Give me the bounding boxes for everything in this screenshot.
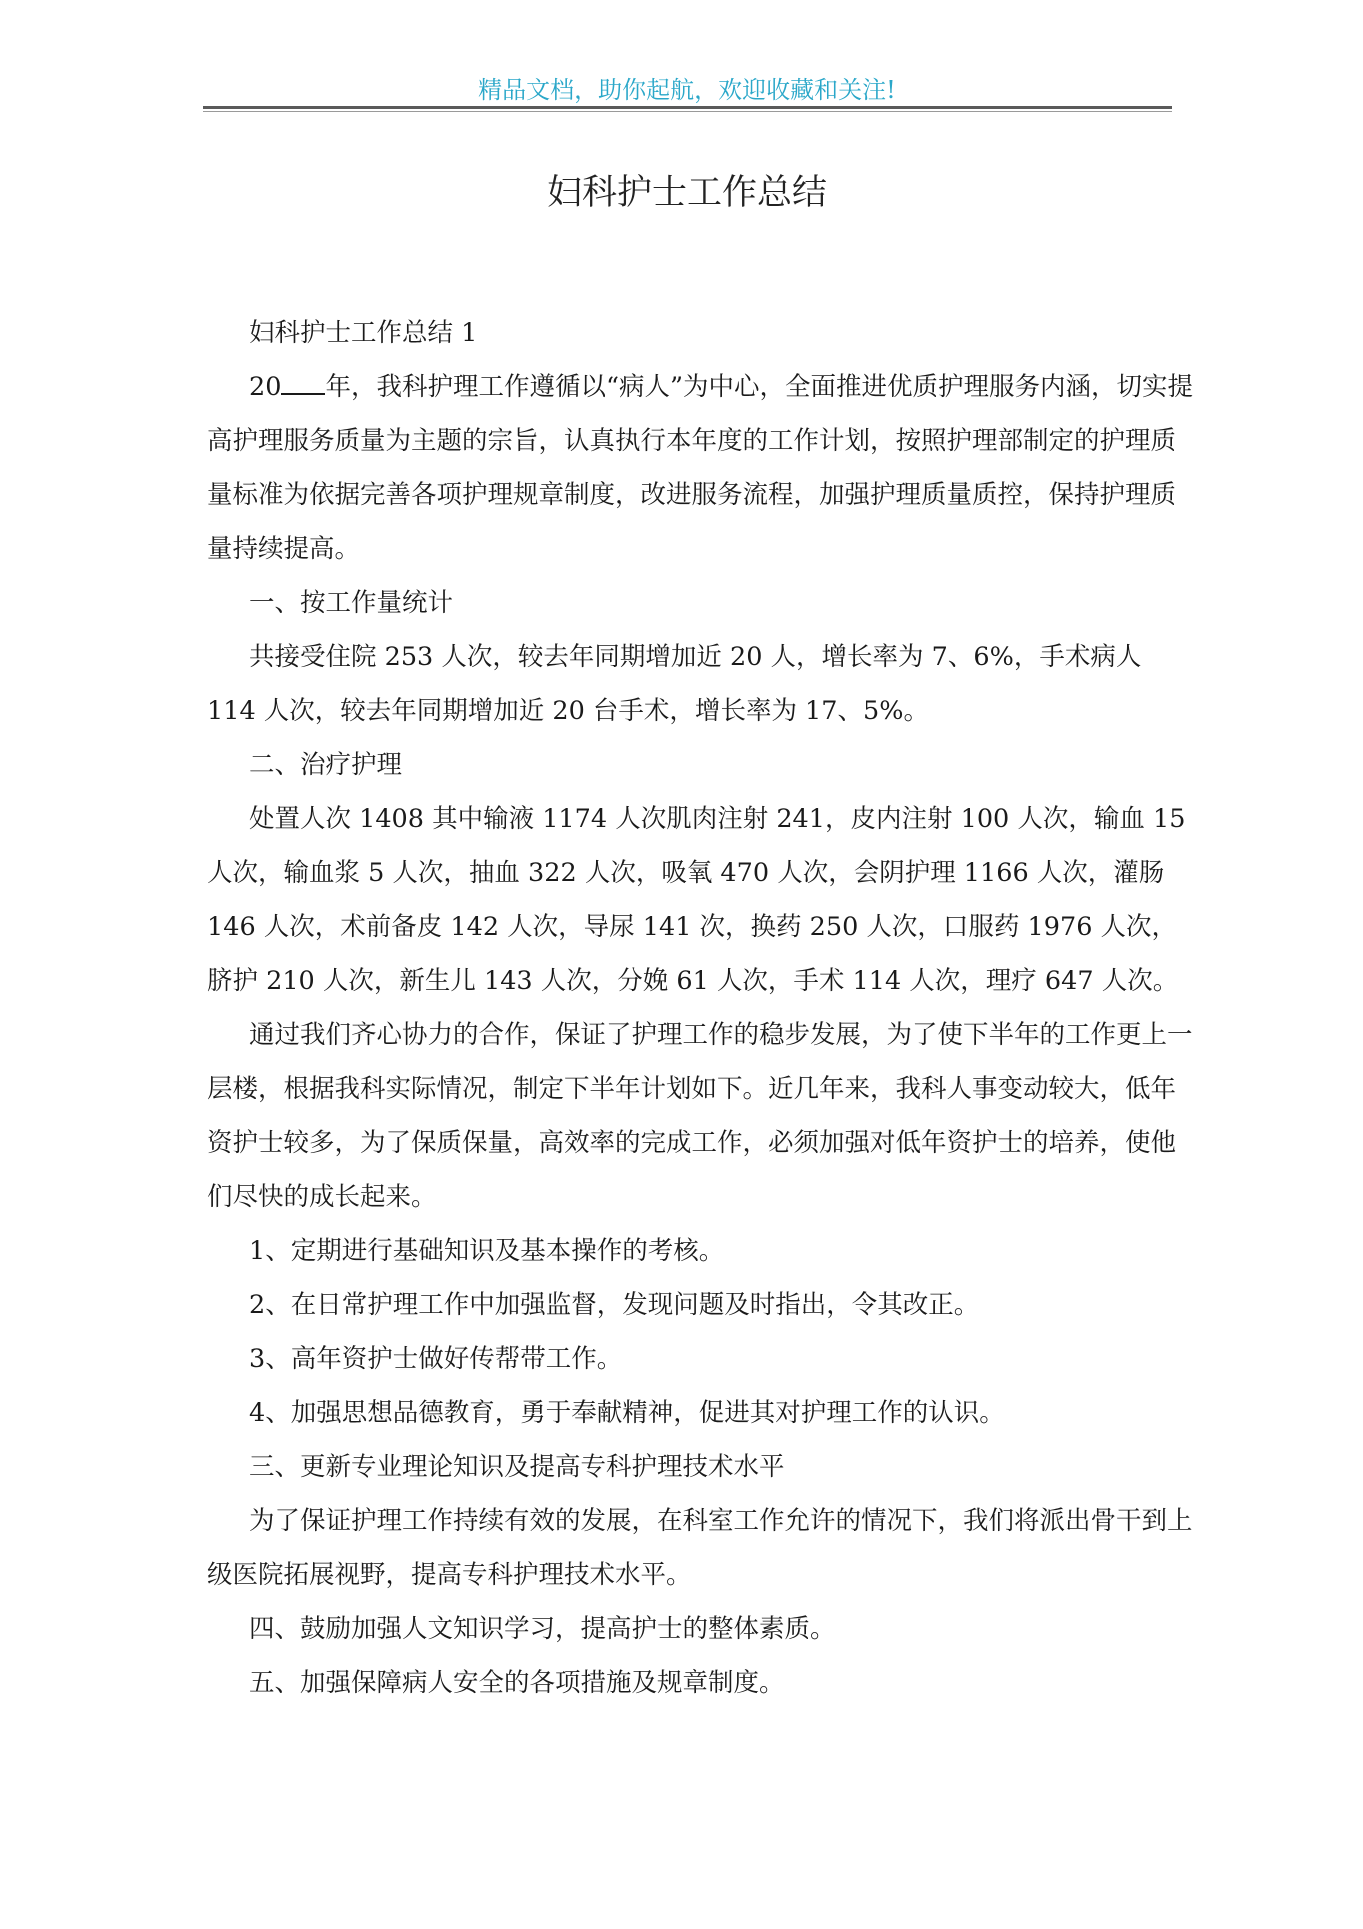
heading-professional: 三、更新专业理论知识及提高专科护理技术水平	[249, 1452, 785, 1482]
treatment-paragraph: 处置人次 1408 其中输液 1174 人次肌肉注射 241，皮内注射 100 人次，输血 15 人次，输血浆 5 人次，抽血 322 人次，吸氧 470 人次，会阴护理 1166 人次，灌肠 146 人次，术前备皮 142 人次，导尿 141 次，换药 250 人次，口服药 1976 人次，脐护 210 人次，新生儿 143 人次，分娩 61 人次，手术 114 人次，理疗 647 人次。	[207, 804, 1186, 996]
document-title: 妇科护士工作总结	[546, 173, 827, 213]
section-subtitle: 妇科护士工作总结 1	[249, 318, 478, 348]
plan-item-1: 1、定期进行基础知识及基本操作的考核。	[249, 1236, 725, 1266]
professional-paragraph: 为了保证护理工作持续有效的发展，在科室工作允许的情况下，我们将派出骨干到上级医院拓展视野，提高专科护理技术水平。	[207, 1506, 1193, 1590]
heading-treatment: 二、治疗护理	[249, 750, 403, 780]
page-header-banner: 精品文档，助你起航，欢迎收藏和关注!	[478, 76, 896, 104]
header-divider-thin	[203, 111, 1172, 112]
year-prefix: 20	[249, 372, 282, 402]
heading-safety: 五、加强保障病人安全的各项措施及规章制度。	[249, 1668, 785, 1698]
intro-text: 年，我科护理工作遵循以“病人”为中心，全面推进优质护理服务内涵，切实提高护理服务质量为主题的宗旨，认真执行本年度的工作计划，按照护理部制定的护理质量标准为依据完善各项护理规章制度，改进服务流程，加强护理质量质控，保持护理质量持续提高。	[207, 372, 1194, 564]
plan-paragraph: 通过我们齐心协力的合作，保证了护理工作的稳步发展，为了使下半年的工作更上一层楼，根据我科实际情况，制定下半年计划如下。近几年来，我科人事变动较大，低年资护士较多，为了保质保量，高效率的完成工作，必须加强对低年资护士的培养，使他们尽快的成长起来。	[207, 1020, 1193, 1212]
year-blank	[281, 371, 325, 395]
plan-item-2: 2、在日常护理工作中加强监督，发现问题及时指出，令其改正。	[249, 1290, 980, 1320]
document-body	[207, 306, 1197, 1710]
intro-paragraph	[207, 360, 1197, 576]
header-divider	[203, 106, 1172, 109]
heading-workload: 一、按工作量统计	[249, 588, 454, 618]
plan-item-3: 3、高年资护士做好传帮带工作。	[249, 1344, 623, 1374]
workload-paragraph: 共接受住院 253 人次，较去年同期增加近 20 人，增长率为 7、6%，手术病人 114 人次，较去年同期增加近 20 台手术，增长率为 17、5%。	[207, 642, 1142, 726]
plan-item-4: 4、加强思想品德教育，勇于奉献精神，促进其对护理工作的认识。	[249, 1398, 1005, 1428]
heading-humanities: 四、鼓励加强人文知识学习，提高护士的整体素质。	[249, 1614, 836, 1644]
